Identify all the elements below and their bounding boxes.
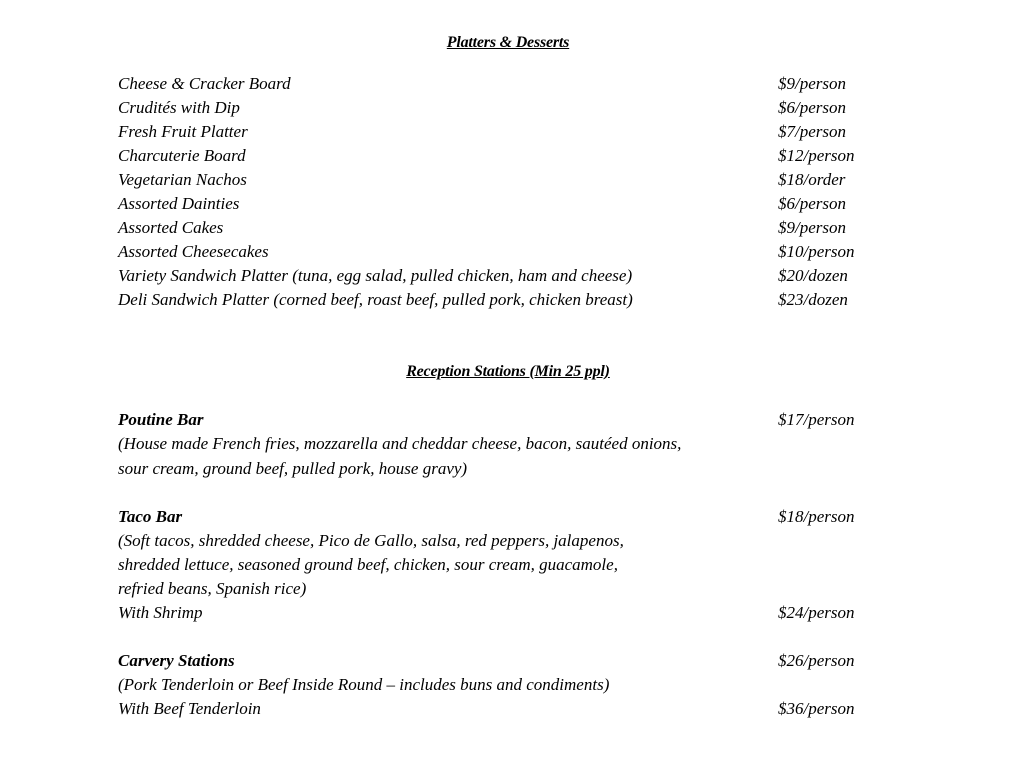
station-row-poutine (118, 408, 878, 432)
station-description: sour cream, ground beef, pulled pork, house gravy) (118, 459, 468, 478)
menu-item-price: $9/person (778, 218, 846, 237)
menu-item-price: $6/person (778, 194, 846, 213)
menu-item-name: Crudités with Dip (118, 98, 240, 117)
station-price: $17/person (778, 410, 855, 429)
addon-price: $24/person (778, 603, 855, 622)
menu-item-price: $7/person (778, 122, 846, 141)
menu-item-row (118, 240, 878, 264)
menu-item-price: $18/order (778, 170, 846, 189)
station-price: $18/person (778, 507, 855, 526)
menu-item-name: Deli Sandwich Platter (corned beef, roast beef, pulled pork, chicken breast) (118, 290, 633, 309)
menu-item-price: $20/dozen (778, 266, 848, 285)
station-name: Carvery Stations (118, 651, 235, 670)
station-addon-row (118, 697, 878, 721)
menu-item-price: $23/dozen (778, 290, 848, 309)
menu-item-name: Assorted Cakes (118, 218, 224, 237)
menu-item-price: $10/person (778, 242, 855, 261)
station-description: shredded lettuce, seasoned ground beef, chicken, sour cream, guacamole, (118, 555, 618, 574)
menu-item-row (118, 264, 878, 288)
menu-item-row (118, 144, 878, 168)
menu-item-row (118, 216, 878, 240)
menu-item-name: Fresh Fruit Platter (118, 122, 248, 141)
menu-item-name: Assorted Dainties (118, 194, 240, 213)
station-addon-row (118, 601, 878, 625)
station-row-carvery (118, 649, 878, 673)
menu-item-row (118, 288, 878, 312)
menu-item-price: $12/person (778, 146, 855, 165)
menu-item-row (118, 192, 878, 216)
station-description: (House made French fries, mozzarella and cheddar cheese, bacon, sautéed onions, (118, 434, 682, 453)
menu-item-row (118, 120, 878, 144)
station-name: Taco Bar (118, 507, 183, 526)
station-description: (Pork Tenderloin or Beef Inside Round – includes buns and condiments) (118, 675, 610, 694)
menu-item-name: Vegetarian Nachos (118, 170, 247, 189)
menu-item-price: $6/person (778, 98, 846, 117)
addon-name: With Beef Tenderloin (118, 699, 261, 718)
reception-section-title: Reception Stations (Min 25 ppl) (406, 363, 610, 380)
platters-section-title: Platters & Desserts (446, 34, 570, 51)
station-price: $26/person (778, 651, 855, 670)
station-description: refried beans, Spanish rice) (118, 579, 307, 598)
menu-item-row (118, 72, 878, 96)
station-name: Poutine Bar (118, 410, 204, 429)
menu-item-row (118, 168, 878, 192)
addon-price: $36/person (778, 699, 855, 718)
menu-item-name: Cheese & Cracker Board (118, 74, 291, 93)
station-row-taco (118, 505, 878, 529)
menu-item-name: Assorted Cheesecakes (118, 242, 269, 261)
menu-item-name: Variety Sandwich Platter (tuna, egg salad, pulled chicken, ham and cheese) (118, 266, 633, 285)
menu-item-row (118, 96, 878, 120)
menu-item-price: $9/person (778, 74, 846, 93)
station-description: (Soft tacos, shredded cheese, Pico de Gallo, salsa, red peppers, jalapenos, (118, 531, 624, 550)
menu-item-name: Charcuterie Board (118, 146, 246, 165)
addon-name: With Shrimp (118, 603, 203, 622)
